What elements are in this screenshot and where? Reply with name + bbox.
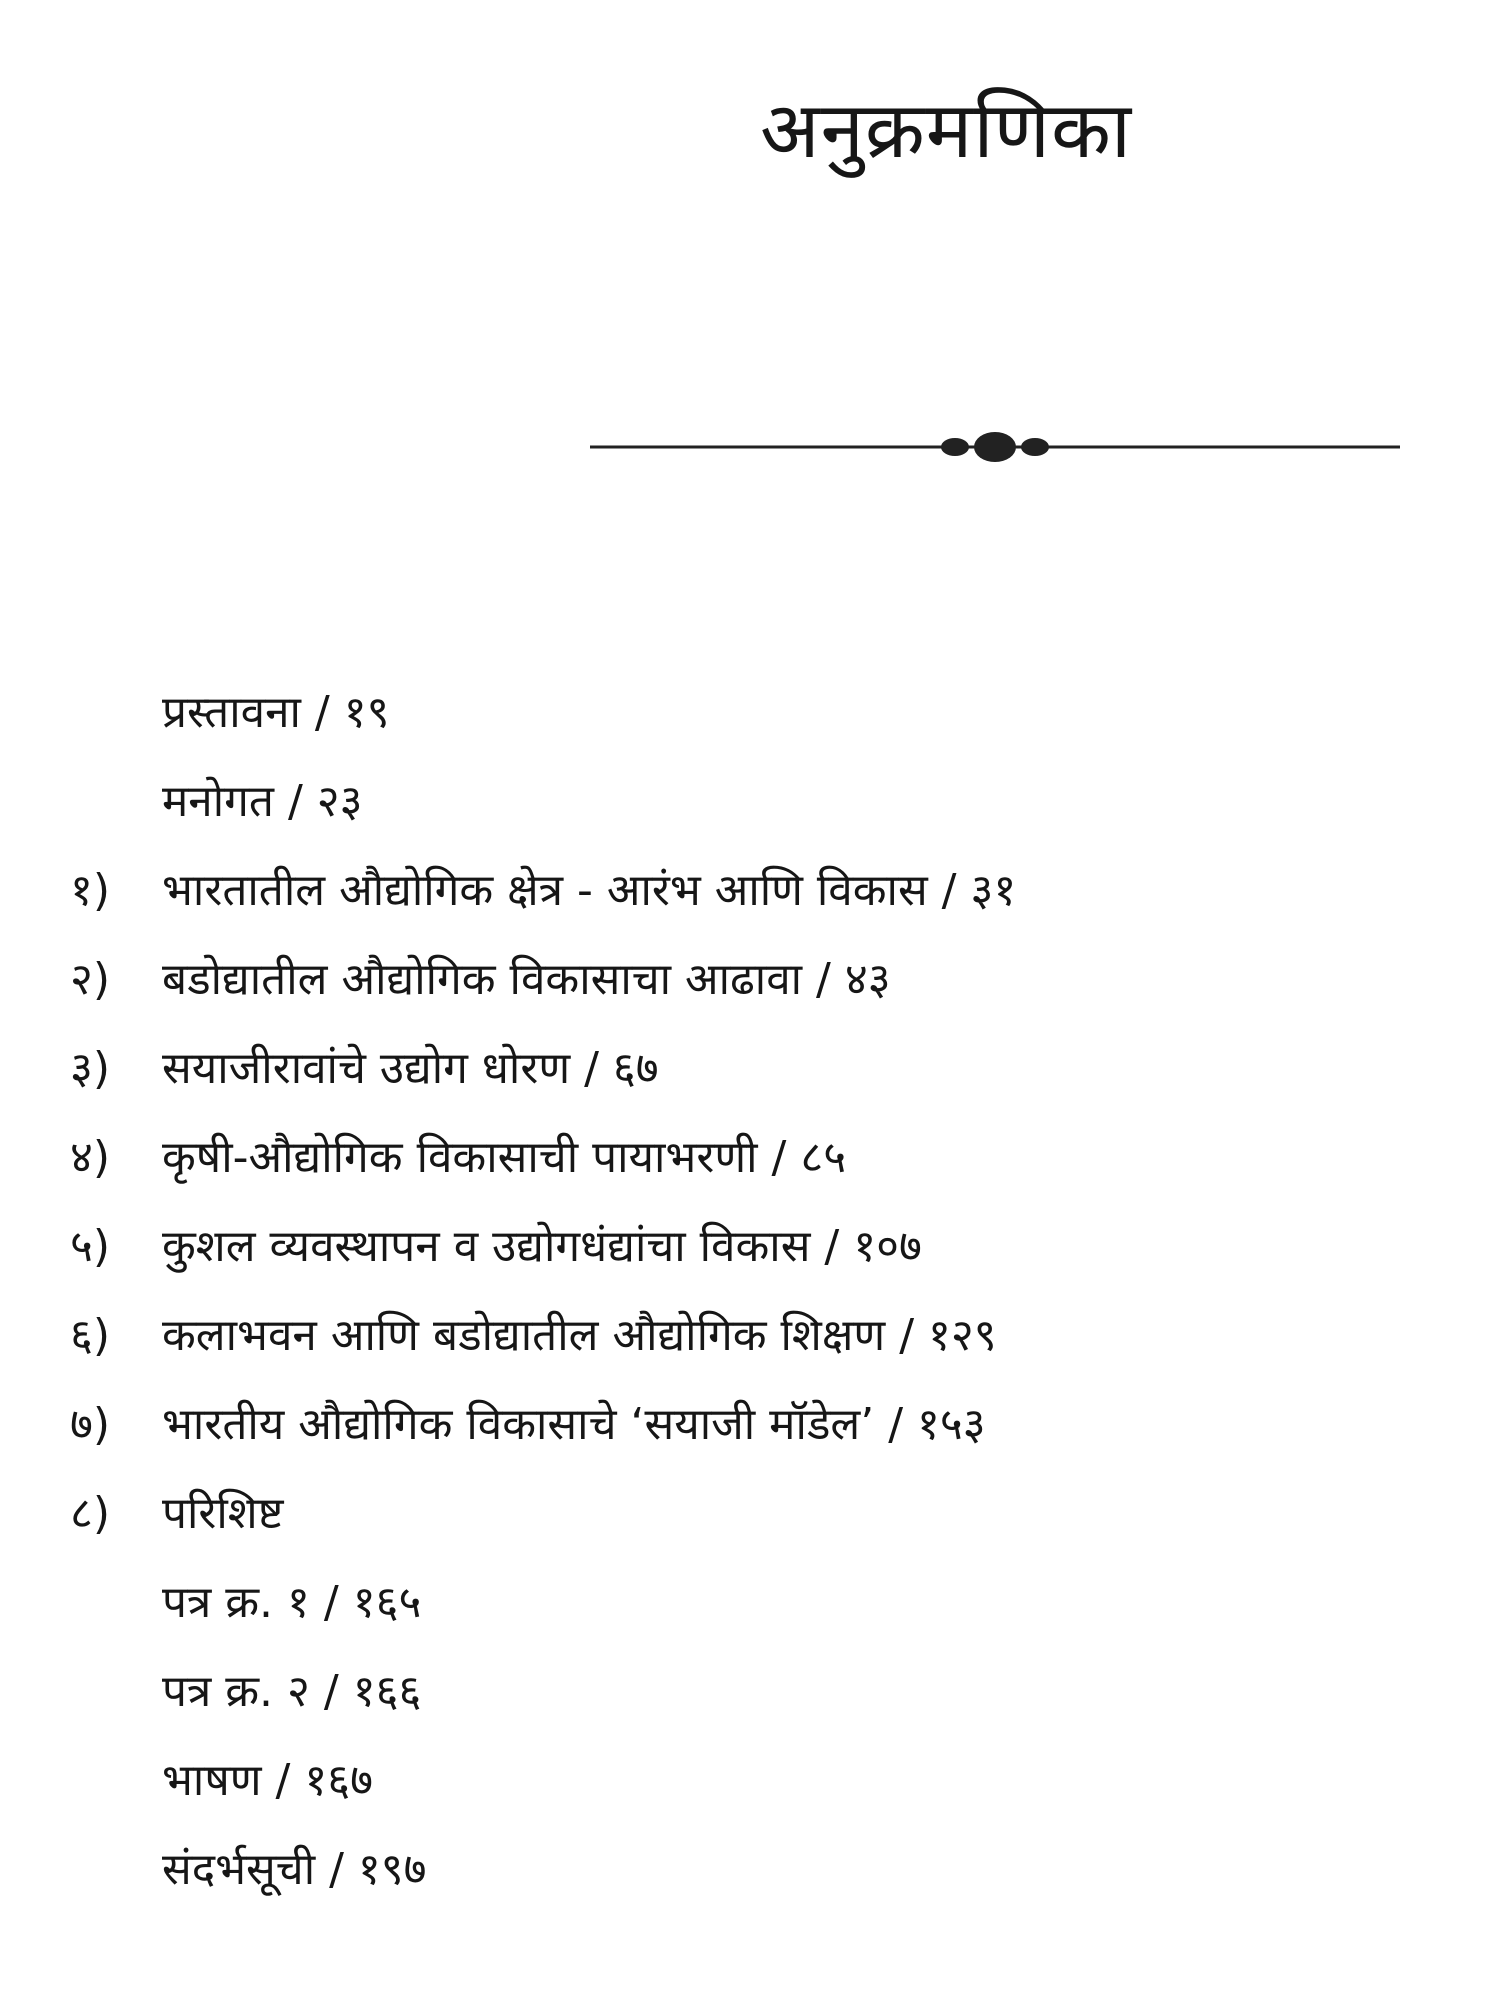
toc-entry	[70, 678, 1450, 748]
toc-entry-text: भाषण / १६७	[162, 1755, 374, 1806]
toc-entry-number: ६)	[70, 1310, 111, 1361]
toc-entry-text: भारतीय औद्योगिक विकासाचे ‘सयाजी मॉडेल’ / १५३	[162, 1399, 986, 1450]
toc-entry-text: कलाभवन आणि बडोद्यातील औद्योगिक शिक्षण / १२९	[162, 1310, 997, 1361]
toc-entry-number: ८)	[70, 1488, 111, 1539]
toc-entry-number: २)	[70, 954, 111, 1005]
toc-entry-text: परिशिष्ट	[162, 1488, 284, 1539]
toc-entry-number: ७)	[70, 1399, 111, 1450]
toc-entry	[70, 1657, 1450, 1727]
toc-entry	[70, 1568, 1450, 1638]
toc-entry-text: पत्र क्र. १ / १६५	[162, 1577, 422, 1628]
toc-entry-number: ५)	[70, 1221, 111, 1272]
toc-entry-text: सयाजीरावांचे उद्योग धोरण / ६७	[162, 1043, 659, 1094]
toc-entry-text: कृषी-औद्योगिक विकासाची पायाभरणी / ८५	[162, 1132, 847, 1183]
toc-entry-number: १)	[70, 865, 111, 916]
toc-entry	[70, 1746, 1450, 1816]
toc-entry-number: ३)	[70, 1043, 111, 1094]
toc-entry	[70, 767, 1450, 837]
toc-entry-text: मनोगत / २३	[162, 776, 363, 827]
toc-entry-text: बडोद्यातील औद्योगिक विकासाचा आढावा / ४३	[162, 954, 891, 1005]
toc-entry-text: भारतातील औद्योगिक क्षेत्र - आरंभ आणि विकास / ३१	[162, 865, 1017, 916]
toc-entry	[70, 1212, 1450, 1282]
toc-entry	[70, 1034, 1450, 1104]
toc-entry	[70, 945, 1450, 1015]
toc-entry	[70, 1479, 1450, 1549]
toc-entry	[70, 1835, 1450, 1905]
toc-entry-text: पत्र क्र. २ / १६६	[162, 1666, 422, 1717]
toc-entry	[70, 1390, 1450, 1460]
toc-entry	[70, 1123, 1450, 1193]
page-title: अनुक्रमणिका	[760, 86, 1133, 176]
toc-entry	[70, 856, 1450, 926]
toc-entry-text: संदर्भसूची / १९७	[162, 1844, 427, 1895]
toc-entry-text: कुशल व्यवस्थापन व उद्योगधंद्यांचा विकास / १०७	[162, 1221, 922, 1272]
toc-entry-text: प्रस्तावना / १९	[162, 687, 390, 738]
toc-entry	[70, 1301, 1450, 1371]
toc-entry-number: ४)	[70, 1132, 111, 1183]
